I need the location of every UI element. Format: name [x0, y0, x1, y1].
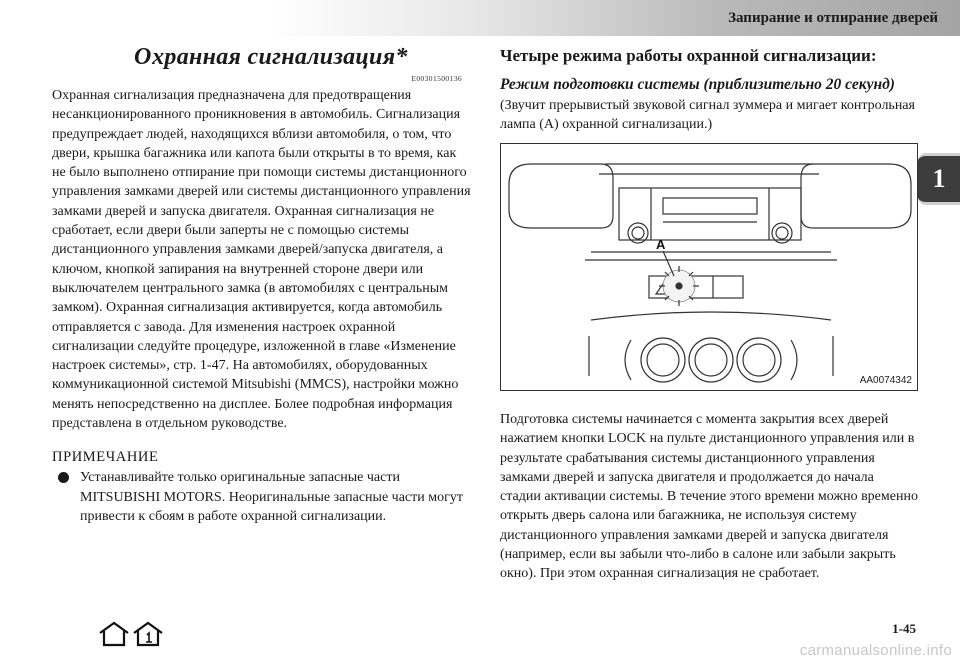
- mode-subheading: Режим подготовки системы (приблизительно 20 секунд): [500, 76, 895, 93]
- title-row: [52, 42, 472, 86]
- section-title: Запирание и отпирание дверей: [728, 10, 938, 26]
- right-column: [500, 46, 918, 135]
- note-text: Устанавливайте только оригинальные запасные части MITSUBISHI MOTORS. Неоригинальные запасные части могут привести к сбоям в работе охранной сигнализации.: [80, 470, 463, 524]
- figure-label-a: A: [656, 237, 666, 252]
- audio-display: [663, 198, 757, 214]
- document-code: E00301500136: [411, 74, 462, 83]
- left-column: [52, 42, 472, 526]
- note-item: [52, 468, 472, 526]
- security-indicator-lamp: [659, 266, 699, 306]
- mode-description: Подготовка системы начинается с момента закрытия всех дверей нажатием кнопки LOCK на пульте дистанционного управления или в результате срабатывания системы дистанционного управления замками дверей и запуска двигателя и продолжается до начала стадии активации системы. В течение этого времени можно временно открыть дверь салона или багажника, не используя систему дистанционного управления замками дверей и запуска двигателя (например, если вы забыли что-либо в салоне или забыли закрыть окно). При этом охранная сигнализация не сработает.: [500, 412, 918, 582]
- watermark: carmanualsonline.info: [799, 642, 952, 659]
- chapter-tab[interactable]: 1: [918, 153, 960, 205]
- dashboard-illustration: [501, 144, 917, 390]
- mode-intro: (Звучит прерывистый звуковой сигнал зуммера и мигает контрольная лампа (A) охранной сигнализации.): [500, 98, 915, 133]
- figure-code: AA0074342: [859, 375, 912, 386]
- home-icon[interactable]: [100, 623, 128, 645]
- modes-heading: Четыре режима работы охранной сигнализации:: [500, 46, 877, 65]
- page-title: Охранная сигнализация*: [134, 44, 408, 70]
- note-label: ПРИМЕЧАНИЕ: [52, 449, 159, 466]
- bullet-icon: [58, 472, 69, 483]
- intro-paragraph: Охранная сигнализация предназначена для предотвращения несанкционированного проникновения в автомобиль. Сигнализация предупреждает людей, находящихся вблизи автомобиля, о том, что двери, крышка багажника или капота были открыты в то время, как не было выполнено отпирание при помощи системы дистанционного управления замками дверей или системы дистанционного управления замками дверей и запуска двигателя. Охранная сигнализация не сработает, если двери были заперты не с помощью системы дистанционного управления замками дверей/запуска двигателя, а ключом, кнопкой запирания на внутренней стороне двери или выключателем центрального замка (в автомобилях с центральным замком). Охранная сигнализация активируется, когда автомобиль отправляется с завода. Для изменения настроек охранной сигнализации следуйте процедуре, изложенной в главе «Изменение настроек системы», стр. 1-47. На автомобилях, оборудованных коммуникационной системой Mitsubishi (MMCS), настройки можно менять непосредственно на дисплее. Более подробная информация представлена в отдельном руководстве.: [52, 88, 471, 432]
- left-air-vent: [509, 164, 613, 228]
- page-number: 1-45: [892, 621, 916, 636]
- label-a-leader: [663, 251, 674, 276]
- home-navigation: [98, 621, 168, 647]
- dashboard-figure: [500, 143, 918, 391]
- chapter-home-icon[interactable]: [134, 623, 162, 645]
